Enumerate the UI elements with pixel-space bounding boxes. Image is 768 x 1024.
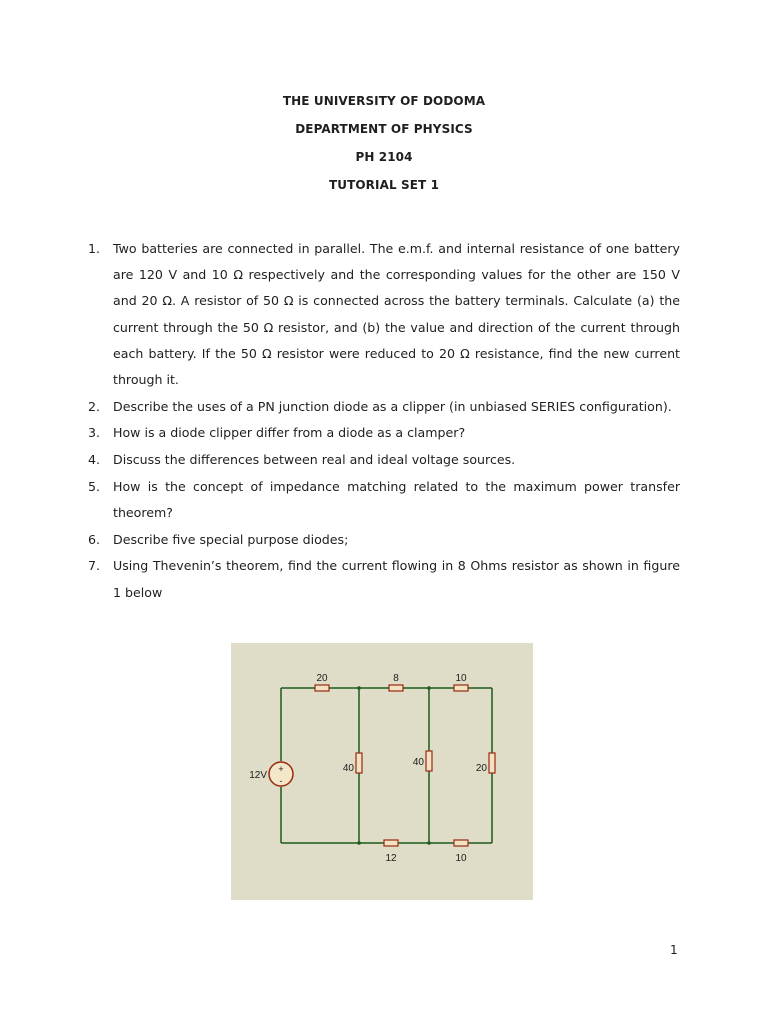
label-top-middle: 8 xyxy=(393,673,399,684)
label-vertical-middle: 40 xyxy=(412,757,424,768)
question-number: 5. xyxy=(88,478,101,494)
question-item xyxy=(88,474,680,526)
question-text: Describe the uses of a PN junction diode as a clipper (in unbiased SERIES configuration). xyxy=(113,398,672,414)
question-item xyxy=(88,394,680,420)
source-label: 12V xyxy=(249,770,267,781)
question-text: Using Thevenin’s theorem, find the current flowing in 8 Ohms resistor as shown in figure 1 below xyxy=(113,558,680,600)
circuit-wires xyxy=(281,688,492,843)
university-name: THE UNIVERSITY OF DODOMA xyxy=(282,94,486,108)
question-item xyxy=(88,447,680,473)
label-bottom-right: 10 xyxy=(455,853,467,864)
voltage-source xyxy=(249,762,293,786)
department-name: DEPARTMENT OF PHYSICS xyxy=(295,122,473,136)
question-number: 2. xyxy=(88,398,101,414)
resistor-bottom-middle xyxy=(384,840,398,846)
question-list xyxy=(88,236,680,606)
question-item xyxy=(88,236,680,393)
resistor-vertical-right xyxy=(489,753,495,773)
question-text: Two batteries are connected in parallel. The e.m.f. and internal resistance of one battery are 120 V and 10 Ω respectively and the corresponding values for the other are 150 V and 20 Ω. A resistor of 50 Ω is connected across the battery terminals. Calculate (a) the current through the 50 Ω resistor, and (b) the value and direction of the current through each battery. If the 50 Ω resistor were reduced to 20 Ω resistance, find the new current through it. xyxy=(113,241,680,388)
resistor-top-right xyxy=(454,685,468,691)
question-number: 3. xyxy=(88,425,101,441)
label-top-left: 20 xyxy=(316,673,328,684)
label-bottom-middle: 12 xyxy=(385,853,397,864)
junction-dot xyxy=(357,686,361,690)
question-number: 7. xyxy=(88,558,101,574)
question-number: 4. xyxy=(88,452,101,468)
question-text: How is a diode clipper differ from a diode as a clamper? xyxy=(113,425,466,441)
page-number: 1 xyxy=(670,943,678,957)
question-item xyxy=(88,420,680,446)
source-plus-sign: + xyxy=(278,764,284,774)
question-number: 6. xyxy=(88,531,101,547)
question-text: Describe five special purpose diodes; xyxy=(113,531,349,547)
resistor-bottom-right xyxy=(454,840,468,846)
resistor-labels xyxy=(316,673,487,864)
junction-dot xyxy=(427,686,431,690)
circuit-diagram xyxy=(231,643,533,900)
question-item xyxy=(88,527,680,553)
circuit-figure xyxy=(231,643,533,900)
resistor-top-middle xyxy=(389,685,403,691)
course-code: PH 2104 xyxy=(355,150,413,164)
label-vertical-right: 20 xyxy=(475,763,487,774)
junction-dot xyxy=(427,841,431,845)
label-top-right: 10 xyxy=(455,673,467,684)
question-text: How is the concept of impedance matching related to the maximum power transfer theorem? xyxy=(113,478,680,521)
label-vertical-left: 40 xyxy=(342,763,354,774)
resistor-vertical-middle xyxy=(426,751,432,771)
tutorial-title: TUTORIAL SET 1 xyxy=(328,178,440,192)
question-number: 1. xyxy=(88,241,101,256)
resistor-top-left xyxy=(315,685,329,691)
resistor-vertical-left xyxy=(356,753,362,773)
source-minus-sign: - xyxy=(279,776,283,786)
junction-dot xyxy=(357,841,361,845)
question-text: Discuss the differences between real and ideal voltage sources. xyxy=(113,452,516,468)
question-item xyxy=(88,553,680,605)
